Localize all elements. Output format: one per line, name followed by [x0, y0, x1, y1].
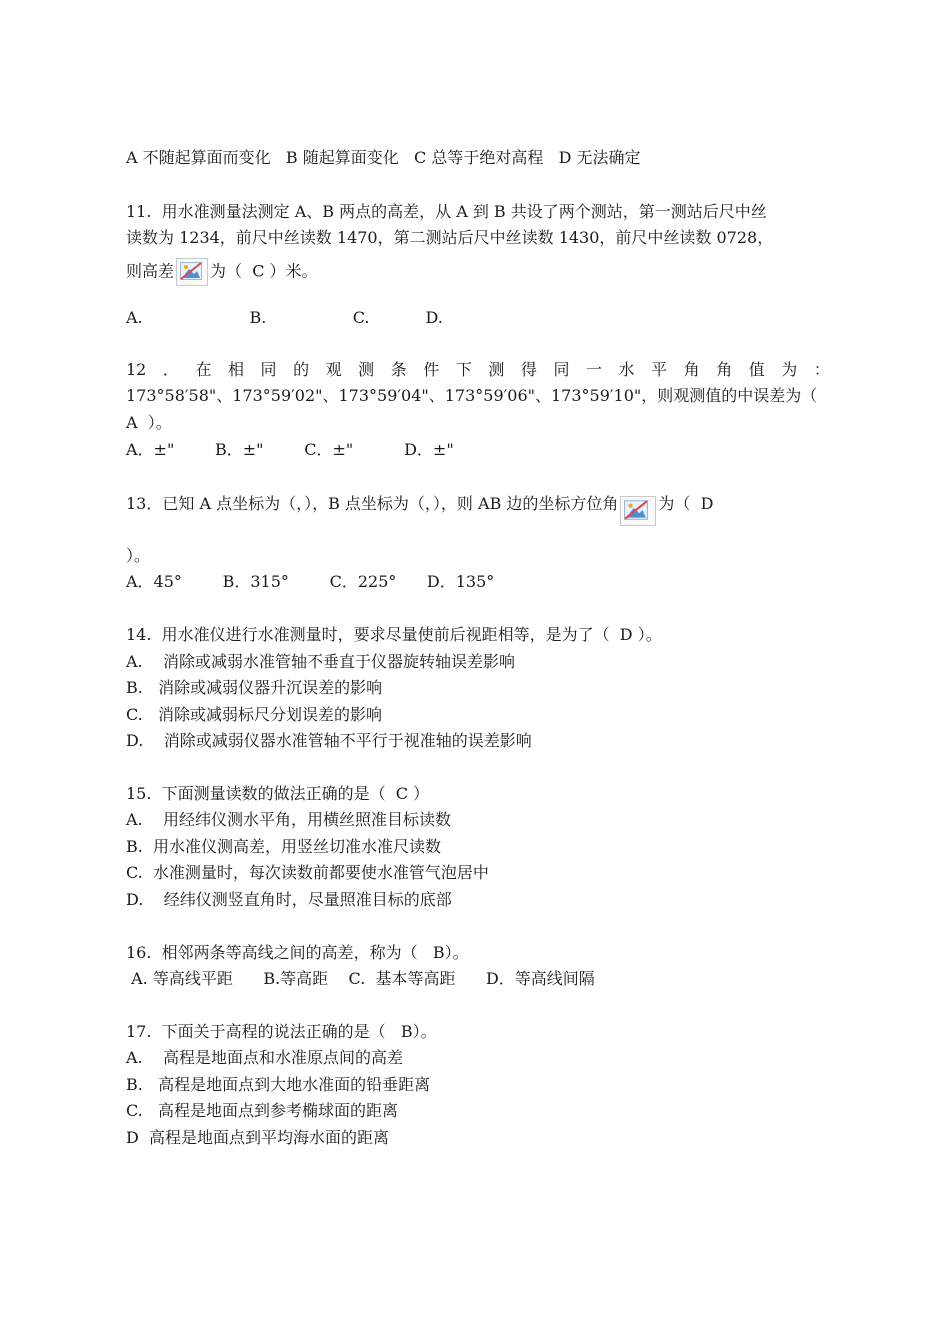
q14-option-d: D. 消除或减弱仪器水准管轴不平行于视准轴的误差影响: [126, 731, 532, 750]
q11-stem-line3: [126, 258, 830, 286]
q15-stem: 15. 下面测量读数的做法正确的是（ C ）: [126, 784, 430, 803]
q12-char: 的: [293, 360, 310, 379]
q12-char: 在: [195, 360, 212, 379]
q12-options: A．±" B．±" C．±" D．±": [126, 440, 454, 459]
q11-options: A. B. C. D.: [126, 308, 443, 327]
q12-char: 得: [520, 360, 537, 379]
q12-char: 下: [455, 360, 472, 379]
q16-options: A. 等高线平距 B.等高距 C. 基本等高距 D．等高线间隔: [126, 969, 595, 988]
q17-stem: 17. 下面关于高程的说法正确的是（ B）。: [126, 1022, 437, 1041]
q12-char: 水: [618, 360, 635, 379]
q15-option-b: B. 用水准仪测高差，用竖丝切准水准尺读数: [126, 837, 442, 856]
q11-stem-line2: 读数为 1234，前尺中丝读数 1470，第二测站后尺中丝读数 1430，前尺中丝读数 0728，: [126, 228, 774, 247]
q17-option-b: B. 高程是地面点到大地水准面的铅垂距离: [126, 1075, 431, 1094]
q12-char: 观: [325, 360, 342, 379]
q13-stem-line2: ）。: [126, 546, 151, 565]
q17-option-c: C. 高程是地面点到参考椭球面的距离: [126, 1101, 399, 1120]
q17-option-a: A. 高程是地面点和水准原点间的高差: [126, 1048, 403, 1067]
broken-image-icon: [620, 496, 656, 526]
q12-stem-line3: A ）。: [126, 413, 172, 432]
q15-option-c: C. 水准测量时，每次读数前都要使水准管气泡居中: [126, 863, 489, 882]
q14-stem: 14. 用水准仪进行水准测量时，要求尽量使前后视距相等，是为了（ D ）。: [126, 625, 662, 644]
q10-options: A 不随起算面而变化 B 随起算面变化 C 总等于绝对高程 D 无法确定: [126, 148, 641, 167]
q12-char: 为: [781, 360, 798, 379]
q12-char: ：: [813, 360, 830, 379]
q12-stem-line2: 173°58′58"、173°59′02"、173°59′04"、173°59′06"、173°59′10"，则观测值的中误差为（: [126, 386, 818, 405]
q12-char: 角: [683, 360, 700, 379]
q12-char: 一: [586, 360, 603, 379]
q12-char: 同: [553, 360, 570, 379]
q14-option-b: B. 消除或减弱仪器升沉误差的影响: [126, 678, 383, 697]
q12-char: ．: [162, 360, 179, 379]
q12-char: 值: [748, 360, 765, 379]
q15-option-a: A. 用经纬仪测水平角，用横丝照准目标读数: [126, 810, 451, 829]
q17-option-d: D 高程是地面点到平均海水面的距离: [126, 1128, 390, 1147]
q11-stem-line1: 11. 用水准测量法测定 A、B 两点的高差，从 A 到 B 共设了两个测站，第一测站后尺中丝: [126, 202, 767, 221]
broken-image-icon: [176, 258, 208, 286]
q13-stem-post: 为（ D: [658, 494, 714, 513]
q12-stem-line1: [126, 360, 830, 380]
q12-char: 12: [126, 360, 147, 379]
q14-option-a: A. 消除或减弱水准管轴不垂直于仪器旋转轴误差影响: [126, 652, 515, 671]
q12-char: 平: [651, 360, 668, 379]
q15-option-d: D. 经纬仪测竖直角时，尽量照准目标的底部: [126, 890, 452, 909]
q12-char: 件: [423, 360, 440, 379]
q12-char: 角: [716, 360, 733, 379]
q12-char: 测: [358, 360, 375, 379]
q11-stem-post: 为（ C ）米。: [210, 261, 318, 281]
q12-char: 同: [260, 360, 277, 379]
q11-stem-pre: 则高差: [126, 261, 175, 281]
q13-stem-pre: 13．已知 A 点坐标为（，），B 点坐标为（，），则 AB 边的坐标方位角: [126, 494, 619, 513]
q12-char: 相: [227, 360, 244, 379]
q16-stem: 16. 相邻两条等高线之间的高差，称为（ B）。: [126, 943, 469, 962]
q14-option-c: C. 消除或减弱标尺分划误差的影响: [126, 705, 383, 724]
q12-char: 测: [488, 360, 505, 379]
q12-char: 条: [390, 360, 407, 379]
q13-options: A．45° B．315° C．225° D．135°: [126, 572, 495, 591]
q13-stem-line1: [126, 494, 830, 526]
